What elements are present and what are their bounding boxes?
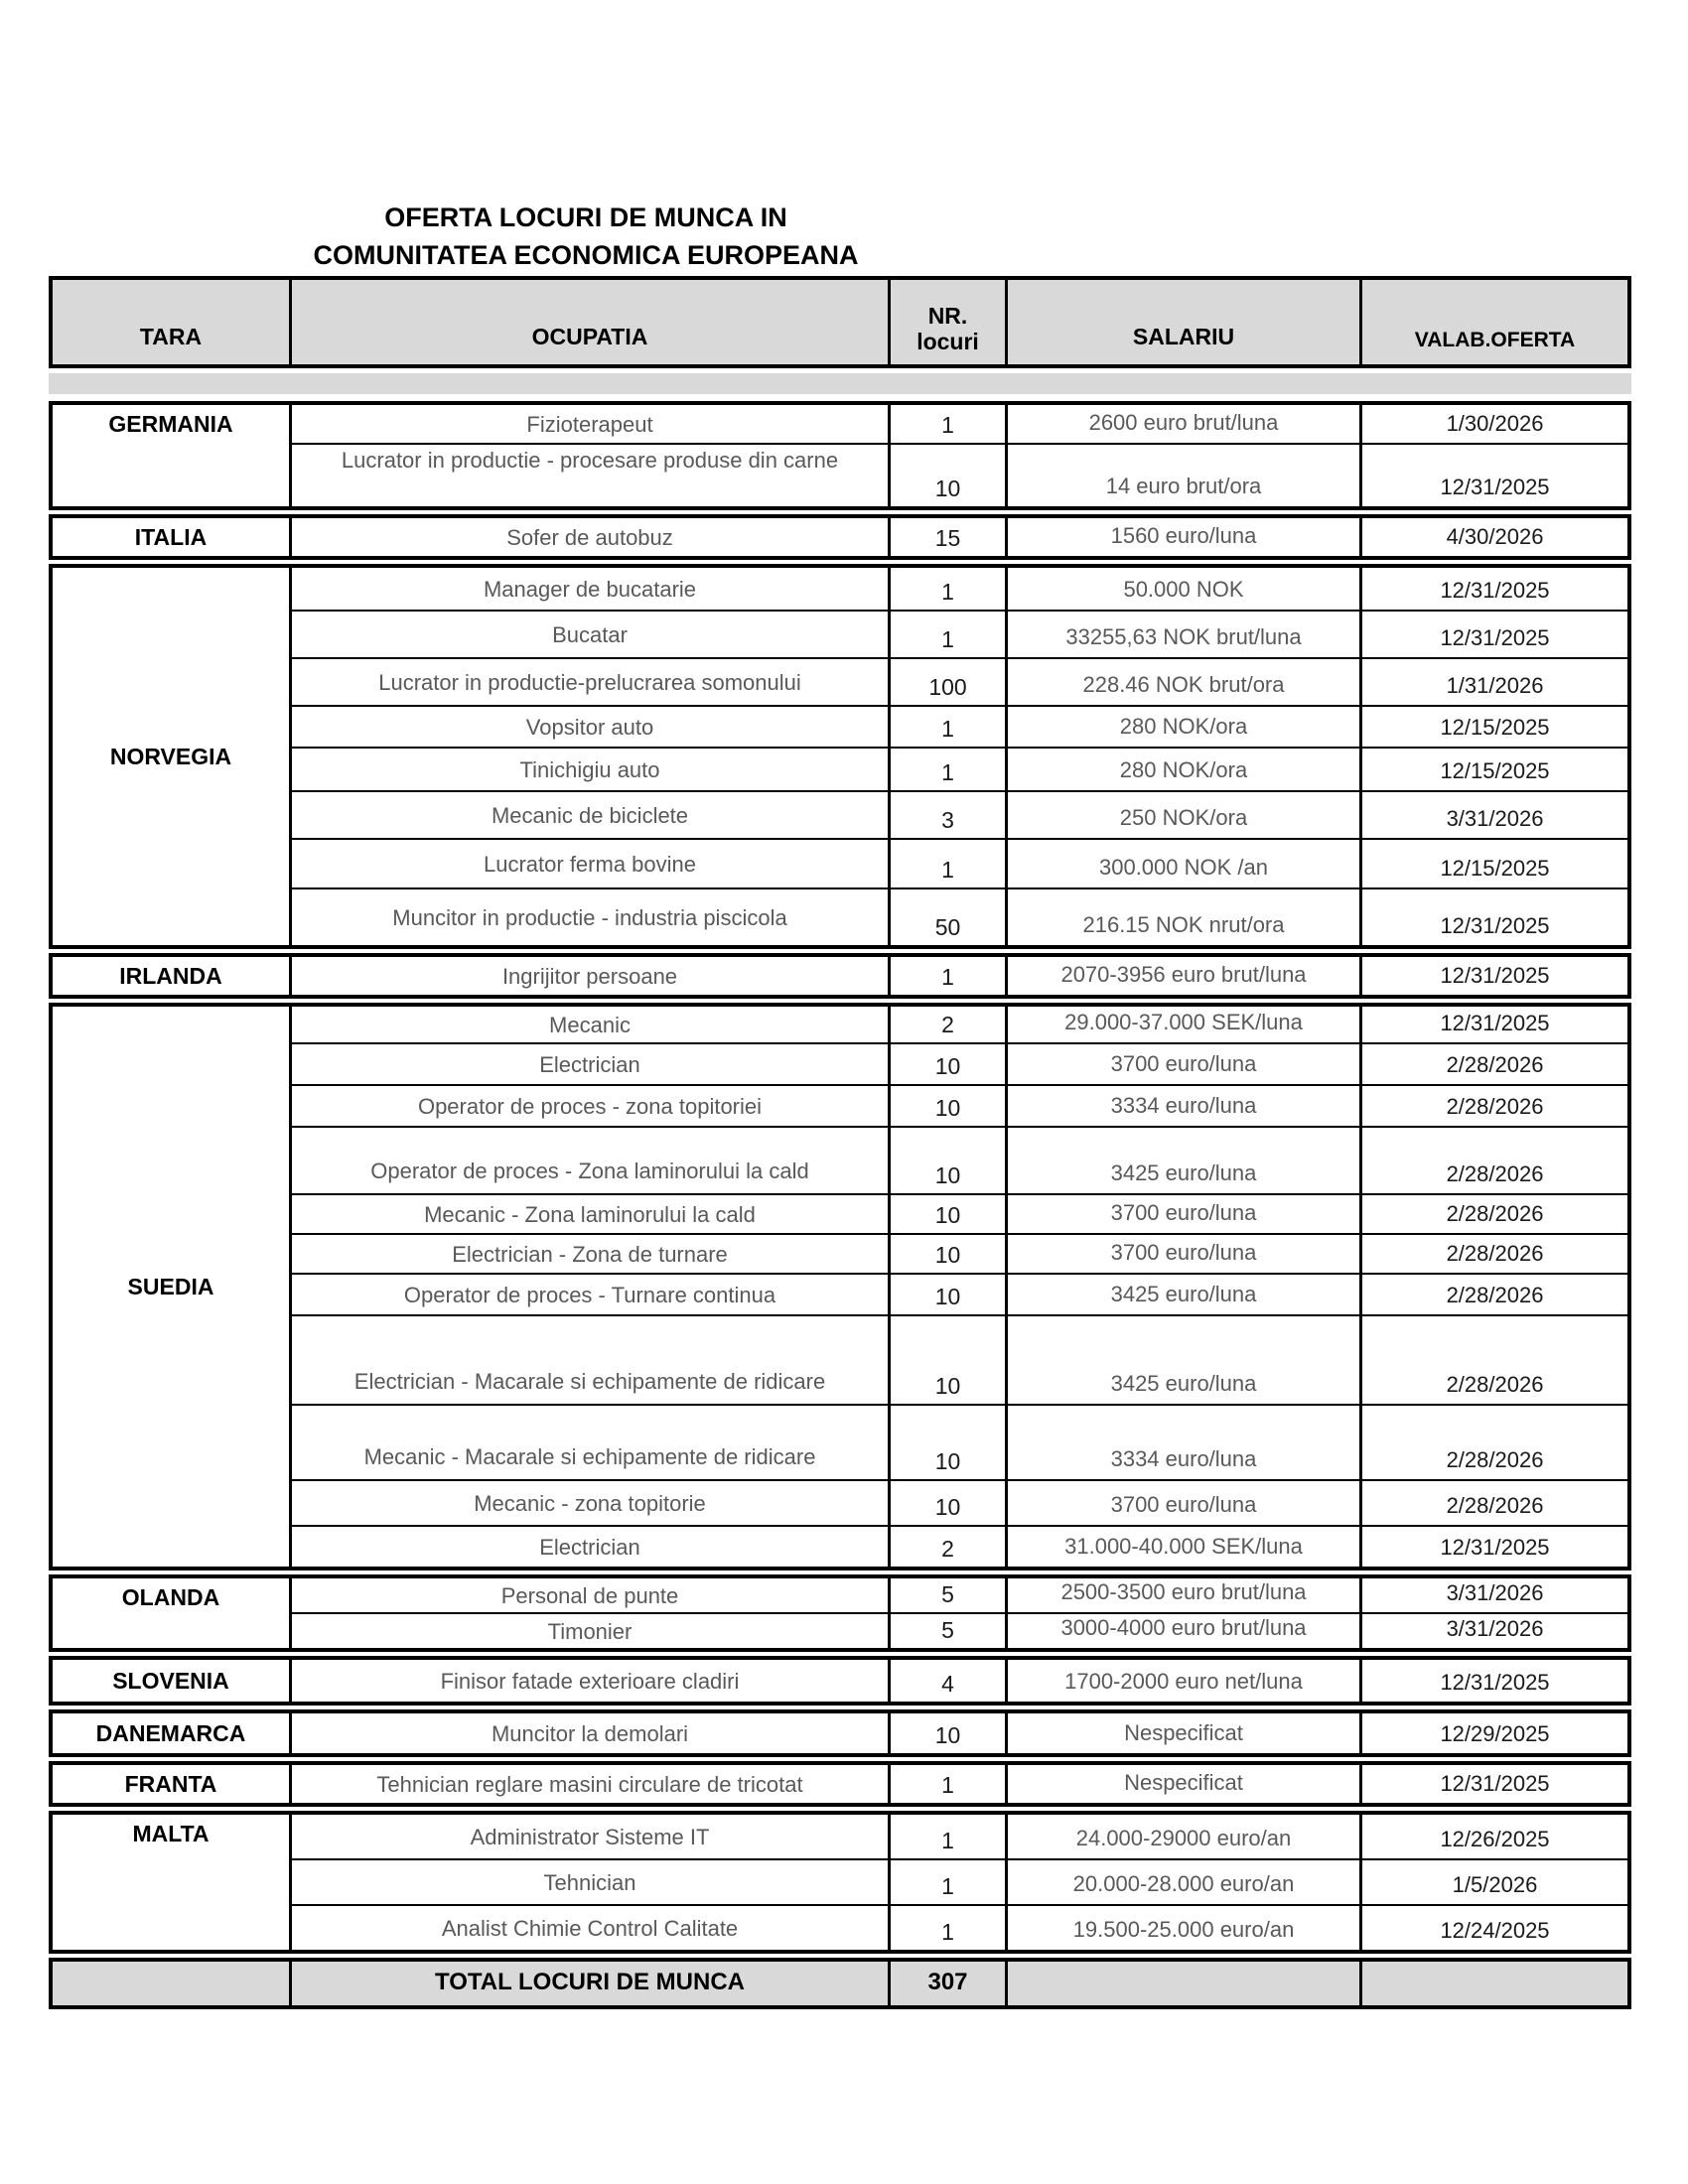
- salary-cell: 2070-3956 euro brut/luna: [1005, 957, 1359, 995]
- table-row: [289, 957, 1627, 995]
- group-rows: [289, 405, 1627, 506]
- validity-cell: 3/31/2026: [1359, 1578, 1627, 1612]
- validity-cell: 3/31/2026: [1359, 792, 1627, 838]
- positions-cell: 10: [888, 1195, 1005, 1233]
- salary-cell: 50.000 NOK: [1005, 568, 1359, 610]
- group-rows: [289, 518, 1627, 556]
- occupation-cell: Electrician - Macarale si echipamente de ridicare: [289, 1316, 888, 1404]
- validity-cell: 12/31/2025: [1359, 889, 1627, 945]
- occupation-cell: Lucrator in productie - procesare produse din carne: [289, 445, 888, 506]
- occupation-cell: Timonier: [289, 1614, 888, 1648]
- country-group: [49, 401, 1631, 510]
- country-group: [49, 1709, 1631, 1757]
- salary-cell: 3425 euro/luna: [1005, 1316, 1359, 1404]
- salary-cell: 29.000-37.000 SEK/luna: [1005, 1007, 1359, 1042]
- table-row: [289, 1612, 1627, 1648]
- salary-cell: 31.000-40.000 SEK/luna: [1005, 1527, 1359, 1567]
- validity-cell: 2/28/2026: [1359, 1316, 1627, 1404]
- occupation-cell: Operator de proces - Turnare continua: [289, 1275, 888, 1314]
- table-row: [289, 405, 1627, 443]
- occupation-cell: Operator de proces - zona topitoriei: [289, 1086, 888, 1126]
- document-title-line1: OFERTA LOCURI DE MUNCA IN: [384, 203, 787, 232]
- positions-cell: 1: [888, 612, 1005, 657]
- validity-cell: 2/28/2026: [1359, 1195, 1627, 1233]
- validity-cell: 12/31/2025: [1359, 1007, 1627, 1042]
- country-label: DANEMARCA: [95, 1719, 246, 1746]
- total-empty-valab: [1359, 1962, 1627, 2005]
- country-label: SUEDIA: [127, 1273, 214, 1299]
- country-group: [49, 953, 1631, 999]
- validity-cell: 1/31/2026: [1359, 659, 1627, 705]
- occupation-cell: Electrician: [289, 1527, 888, 1567]
- table-header-row: [49, 276, 1631, 368]
- validity-cell: 2/28/2026: [1359, 1275, 1627, 1314]
- table-row: [289, 1126, 1627, 1193]
- total-row: [49, 1958, 1631, 2009]
- header-nr-line2: locuri: [916, 329, 979, 354]
- occupation-cell: Muncitor la demolari: [289, 1713, 888, 1753]
- occupation-cell: Administrator Sisteme IT: [289, 1815, 888, 1858]
- positions-cell: 1: [888, 1860, 1005, 1904]
- validity-cell: 3/31/2026: [1359, 1614, 1627, 1648]
- table-row: [289, 1084, 1627, 1126]
- validity-cell: 2/28/2026: [1359, 1128, 1627, 1193]
- occupation-cell: Operator de proces - Zona laminorului la cald: [289, 1128, 888, 1193]
- occupation-cell: Mecanic - Zona laminorului la cald: [289, 1195, 888, 1233]
- occupation-cell: Mecanic de biciclete: [289, 792, 888, 838]
- occupation-cell: Analist Chimie Control Calitate: [289, 1906, 888, 1950]
- salary-cell: 2500-3500 euro brut/luna: [1005, 1578, 1359, 1612]
- occupation-cell: Mecanic - zona topitorie: [289, 1481, 888, 1525]
- header-ocupatia: OCUPATIA: [289, 280, 888, 364]
- positions-cell: 10: [888, 1713, 1005, 1753]
- country-group: [49, 514, 1631, 560]
- positions-cell: 1: [888, 840, 1005, 887]
- validity-cell: 12/31/2025: [1359, 1527, 1627, 1567]
- header-nr-line1: NR.: [927, 303, 968, 329]
- header-salariu: SALARIU: [1005, 280, 1359, 364]
- positions-cell: 3: [888, 792, 1005, 838]
- salary-cell: 3334 euro/luna: [1005, 1406, 1359, 1479]
- table-row: [289, 610, 1627, 657]
- positions-cell: 10: [888, 1086, 1005, 1126]
- country-label: ITALIA: [134, 523, 208, 550]
- salary-cell: 3700 euro/luna: [1005, 1044, 1359, 1084]
- occupation-cell: Fizioterapeut: [289, 405, 888, 443]
- positions-cell: 1: [888, 957, 1005, 995]
- occupation-cell: Manager de bucatarie: [289, 568, 888, 610]
- validity-cell: 12/24/2025: [1359, 1906, 1627, 1950]
- table-row: [289, 1578, 1627, 1612]
- validity-cell: 12/15/2025: [1359, 840, 1627, 887]
- occupation-cell: Bucatar: [289, 612, 888, 657]
- positions-cell: 1: [888, 707, 1005, 747]
- positions-cell: 10: [888, 1235, 1005, 1273]
- validity-cell: 1/5/2026: [1359, 1860, 1627, 1904]
- group-rows: [289, 1578, 1627, 1648]
- table-row: [289, 1042, 1627, 1084]
- positions-cell: 10: [888, 1044, 1005, 1084]
- country-groups: [49, 401, 1631, 1954]
- total-positions-value: 307: [888, 1962, 1005, 2005]
- group-rows: [289, 1660, 1627, 1702]
- group-rows: [289, 1765, 1627, 1803]
- occupation-cell: Tehnician: [289, 1860, 888, 1904]
- occupation-cell: Mecanic: [289, 1007, 888, 1042]
- table-row: [289, 657, 1627, 705]
- validity-cell: 12/29/2025: [1359, 1713, 1627, 1753]
- positions-cell: 1: [888, 405, 1005, 443]
- document-title-line2: COMUNITATEA ECONOMICA EUROPEANA: [313, 240, 859, 270]
- salary-cell: 228.46 NOK brut/ora: [1005, 659, 1359, 705]
- occupation-cell: Finisor fatade exterioare cladiri: [289, 1660, 888, 1702]
- table-row: [289, 1858, 1627, 1904]
- table-row: [289, 1273, 1627, 1314]
- positions-cell: 1: [888, 749, 1005, 790]
- country-group: [49, 1656, 1631, 1706]
- salary-cell: 3700 euro/luna: [1005, 1235, 1359, 1273]
- validity-cell: 12/31/2025: [1359, 1660, 1627, 1702]
- salary-cell: 14 euro brut/ora: [1005, 445, 1359, 506]
- salary-cell: 1700-2000 euro net/luna: [1005, 1660, 1359, 1702]
- positions-cell: 10: [888, 1275, 1005, 1314]
- validity-cell: 2/28/2026: [1359, 1235, 1627, 1273]
- table-row: [289, 1765, 1627, 1803]
- validity-cell: 12/31/2025: [1359, 612, 1627, 657]
- country-label: IRLANDA: [119, 962, 222, 989]
- positions-cell: 1: [888, 1765, 1005, 1803]
- total-empty-salariu: [1005, 1962, 1359, 2005]
- header-nr-locuri: [888, 280, 1005, 364]
- occupation-cell: Personal de punte: [289, 1578, 888, 1612]
- total-empty-tara: [53, 1962, 289, 2005]
- positions-cell: 10: [888, 445, 1005, 506]
- total-label: TOTAL LOCURI DE MUNCA: [289, 1962, 888, 2005]
- table-row: [289, 1525, 1627, 1567]
- occupation-cell: Tehnician reglare masini circulare de tricotat: [289, 1765, 888, 1803]
- salary-cell: 3334 euro/luna: [1005, 1086, 1359, 1126]
- table-row: [289, 790, 1627, 838]
- validity-cell: 12/31/2025: [1359, 568, 1627, 610]
- salary-cell: 280 NOK/ora: [1005, 749, 1359, 790]
- positions-cell: 1: [888, 1815, 1005, 1858]
- positions-cell: 10: [888, 1128, 1005, 1193]
- positions-cell: 5: [888, 1614, 1005, 1648]
- country-group: [49, 1811, 1631, 1954]
- occupation-cell: Sofer de autobuz: [289, 518, 888, 556]
- positions-cell: 10: [888, 1481, 1005, 1525]
- validity-cell: 12/31/2025: [1359, 1765, 1627, 1803]
- occupation-cell: Electrician: [289, 1044, 888, 1084]
- salary-cell: 1560 euro/luna: [1005, 518, 1359, 556]
- table-row: [289, 747, 1627, 790]
- table-row: [289, 1904, 1627, 1950]
- country-label: MALTA: [132, 1821, 210, 1846]
- validity-cell: 1/30/2026: [1359, 405, 1627, 443]
- validity-cell: 2/28/2026: [1359, 1044, 1627, 1084]
- validity-cell: 2/28/2026: [1359, 1406, 1627, 1479]
- positions-cell: 2: [888, 1007, 1005, 1042]
- positions-cell: 2: [888, 1527, 1005, 1567]
- salary-cell: 33255,63 NOK brut/luna: [1005, 612, 1359, 657]
- positions-cell: 10: [888, 1406, 1005, 1479]
- table-row: [289, 838, 1627, 887]
- country-label: NORVEGIA: [109, 743, 232, 769]
- country-group: [49, 564, 1631, 949]
- header-valab-oferta: VALAB.OFERTA: [1359, 280, 1627, 364]
- table-row: [289, 1815, 1627, 1858]
- occupation-cell: Vopsitor auto: [289, 707, 888, 747]
- salary-cell: 3700 euro/luna: [1005, 1195, 1359, 1233]
- table-row: [289, 1314, 1627, 1404]
- country-label: FRANTA: [124, 1770, 217, 1797]
- salary-cell: 3000-4000 euro brut/luna: [1005, 1614, 1359, 1648]
- spacer-band: [49, 373, 1631, 394]
- jobs-table: [49, 276, 1631, 2009]
- occupation-cell: Ingrijitor persoane: [289, 957, 888, 995]
- validity-cell: 2/28/2026: [1359, 1481, 1627, 1525]
- country-label: GERMANIA: [108, 411, 233, 437]
- salary-cell: Nespecificat: [1005, 1765, 1359, 1803]
- validity-cell: 12/15/2025: [1359, 707, 1627, 747]
- country-label: SLOVENIA: [112, 1667, 229, 1694]
- salary-cell: 24.000-29000 euro/an: [1005, 1815, 1359, 1858]
- positions-cell: 1: [888, 568, 1005, 610]
- group-rows: [289, 568, 1627, 945]
- salary-cell: 3425 euro/luna: [1005, 1128, 1359, 1193]
- validity-cell: 4/30/2026: [1359, 518, 1627, 556]
- salary-cell: 20.000-28.000 euro/an: [1005, 1860, 1359, 1904]
- country-group: [49, 1761, 1631, 1807]
- document-title: [238, 199, 933, 274]
- positions-cell: 100: [888, 659, 1005, 705]
- salary-cell: Nespecificat: [1005, 1713, 1359, 1753]
- table-row: [289, 1479, 1627, 1525]
- country-group: [49, 1003, 1631, 1570]
- table-row: [289, 887, 1627, 945]
- occupation-cell: Lucrator ferma bovine: [289, 840, 888, 887]
- occupation-cell: Electrician - Zona de turnare: [289, 1235, 888, 1273]
- table-row: [289, 518, 1627, 556]
- country-group: [49, 1574, 1631, 1652]
- salary-cell: 2600 euro brut/luna: [1005, 405, 1359, 443]
- salary-cell: 280 NOK/ora: [1005, 707, 1359, 747]
- occupation-cell: Lucrator in productie-prelucrarea somonului: [289, 659, 888, 705]
- group-rows: [289, 1815, 1627, 1950]
- header-tara: TARA: [139, 324, 203, 349]
- occupation-cell: Muncitor in productie - industria piscicola: [289, 889, 888, 945]
- positions-cell: 15: [888, 518, 1005, 556]
- salary-cell: 3700 euro/luna: [1005, 1481, 1359, 1525]
- validity-cell: 12/15/2025: [1359, 749, 1627, 790]
- group-rows: [289, 957, 1627, 995]
- validity-cell: 2/28/2026: [1359, 1086, 1627, 1126]
- table-row: [289, 1404, 1627, 1479]
- validity-cell: 12/26/2025: [1359, 1815, 1627, 1858]
- positions-cell: 10: [888, 1316, 1005, 1404]
- table-row: [289, 1233, 1627, 1273]
- positions-cell: 5: [888, 1578, 1005, 1612]
- table-row: [289, 1660, 1627, 1702]
- salary-cell: 3425 euro/luna: [1005, 1275, 1359, 1314]
- validity-cell: 12/31/2025: [1359, 445, 1627, 506]
- validity-cell: 12/31/2025: [1359, 957, 1627, 995]
- table-row: [289, 1193, 1627, 1233]
- salary-cell: 300.000 NOK /an: [1005, 840, 1359, 887]
- occupation-cell: Mecanic - Macarale si echipamente de ridicare: [289, 1406, 888, 1479]
- positions-cell: 4: [888, 1660, 1005, 1702]
- table-row: [289, 568, 1627, 610]
- salary-cell: 216.15 NOK nrut/ora: [1005, 889, 1359, 945]
- table-row: [289, 1713, 1627, 1753]
- table-row: [289, 443, 1627, 506]
- group-rows: [289, 1713, 1627, 1753]
- salary-cell: 19.500-25.000 euro/an: [1005, 1906, 1359, 1950]
- group-rows: [289, 1007, 1627, 1567]
- positions-cell: 50: [888, 889, 1005, 945]
- country-label: OLANDA: [121, 1584, 220, 1610]
- occupation-cell: Tinichigiu auto: [289, 749, 888, 790]
- table-row: [289, 1007, 1627, 1042]
- table-row: [289, 705, 1627, 747]
- positions-cell: 1: [888, 1906, 1005, 1950]
- salary-cell: 250 NOK/ora: [1005, 792, 1359, 838]
